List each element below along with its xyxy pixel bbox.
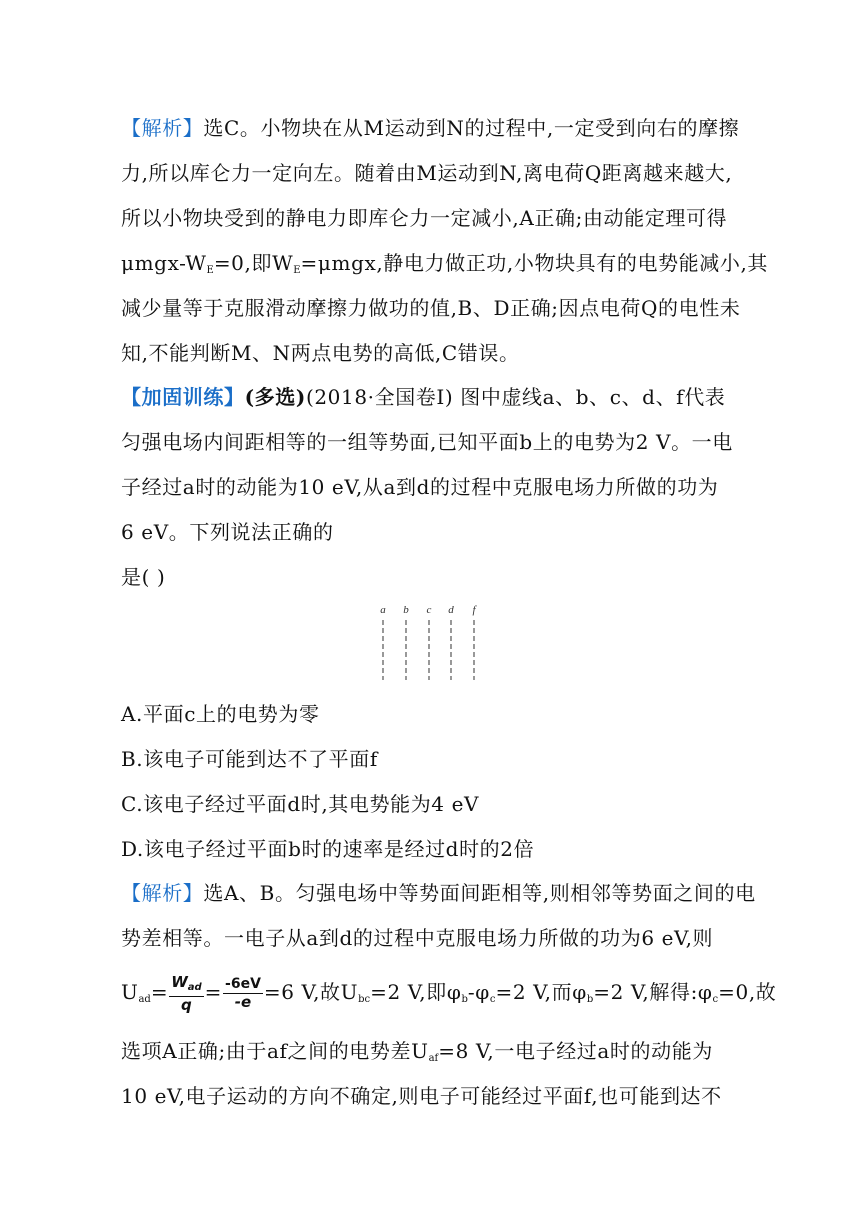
plane-label-b: b — [403, 604, 409, 616]
analysis-line-6: 知,不能判断M、N两点电势的高低,C错误。 — [121, 341, 520, 365]
plane-label-c: c — [426, 604, 432, 616]
analysis2-line-2: 势差相等。一电子从a到d的过程中克服电场力所做的功为6 eV,则 — [121, 926, 714, 950]
analysis2-line-1: 【解析】选A、B。匀强电场中等势面间距相等,则相邻等势面之间的电 — [121, 881, 756, 905]
option-d: D.该电子经过平面b时的速率是经过d时的2倍 — [121, 837, 535, 861]
analysis-line-5: 减少量等于克服滑动摩擦力做功的值,B、D正确;因点电荷Q的电性未 — [121, 296, 741, 320]
question-line-2: 匀强电场内间距相等的一组等势面,已知平面b上的电势为2 V。一电 — [121, 430, 733, 454]
plane-label-a: a — [380, 604, 386, 616]
analysis-line-1: 【解析】选C。小物块在从M运动到N的过程中,一定受到向右的摩擦 — [121, 116, 740, 140]
plane-label-f: f — [472, 604, 476, 616]
question-line-1: 【加固训练】(多选)(2018·全国卷Ⅰ) 图中虚线a、b、c、d、f代表 — [121, 385, 726, 409]
analysis-line-4: μmgx-$W_E=0$,即$W_E=\mu mgx$,静电力做正功,小物块具有的电势能减小,其 — [121, 251, 769, 276]
analysis2-line-5: 10 eV,电子运动的方向不确定,则电子可能经过平面f,也可能到达不 — [121, 1084, 722, 1108]
option-c: C.该电子经过平面d时,其电势能为4 eV — [121, 792, 480, 816]
question-line-3: 子经过a时的动能为10 eV,从a到d的过程中克服电场力所做的功为 — [121, 475, 719, 499]
option-a: A.平面c上的电势为零 — [121, 702, 320, 726]
option-b: B.该电子可能到达不了平面f — [121, 747, 378, 771]
multi-select-label: (多选) — [244, 385, 306, 409]
analysis-line-3: 所以小物块受到的静电力即库仑力一定减小,A正确;由动能定理可得 — [121, 206, 728, 230]
work-over-charge-fraction: $\frac{W_{ad}}{q}$ — [171, 972, 202, 1014]
analysis2-tag: 【解析】 — [121, 881, 204, 905]
numeric-fraction: $\frac{-6eV}{-e}$ — [225, 976, 261, 1011]
reinforcement-tag: 【加固训练】 — [121, 385, 245, 409]
analysis-line-2: 力,所以库仑力一定向左。随着由M运动到N,离电荷Q距离越来越大, — [121, 161, 733, 185]
analysis-tag: 【解析】 — [121, 116, 204, 140]
equipotential-planes-diagram — [370, 600, 490, 682]
question-line-5: 是( ) — [121, 565, 166, 589]
analysis2-line-3-formula: $U_{ad}=$ $\frac{W_{ad}}{q}$ = $\frac{-6eV}{-e}$ =6 V,故$U_{bc}=2$ V,即$\varphi_b-\varphi_c=2$ V,而$\varphi_b=2$ V,解得$:\varphi_c=0$,故 — [121, 972, 777, 1014]
plane-label-d: d — [448, 604, 454, 616]
question-line-4: 6 eV。下列说法正确的 — [121, 520, 334, 544]
analysis2-line-4: 选项A正确;由于af之间的电势差$U_{af}=8$ V,一电子经过a时的动能为 — [121, 1039, 713, 1064]
